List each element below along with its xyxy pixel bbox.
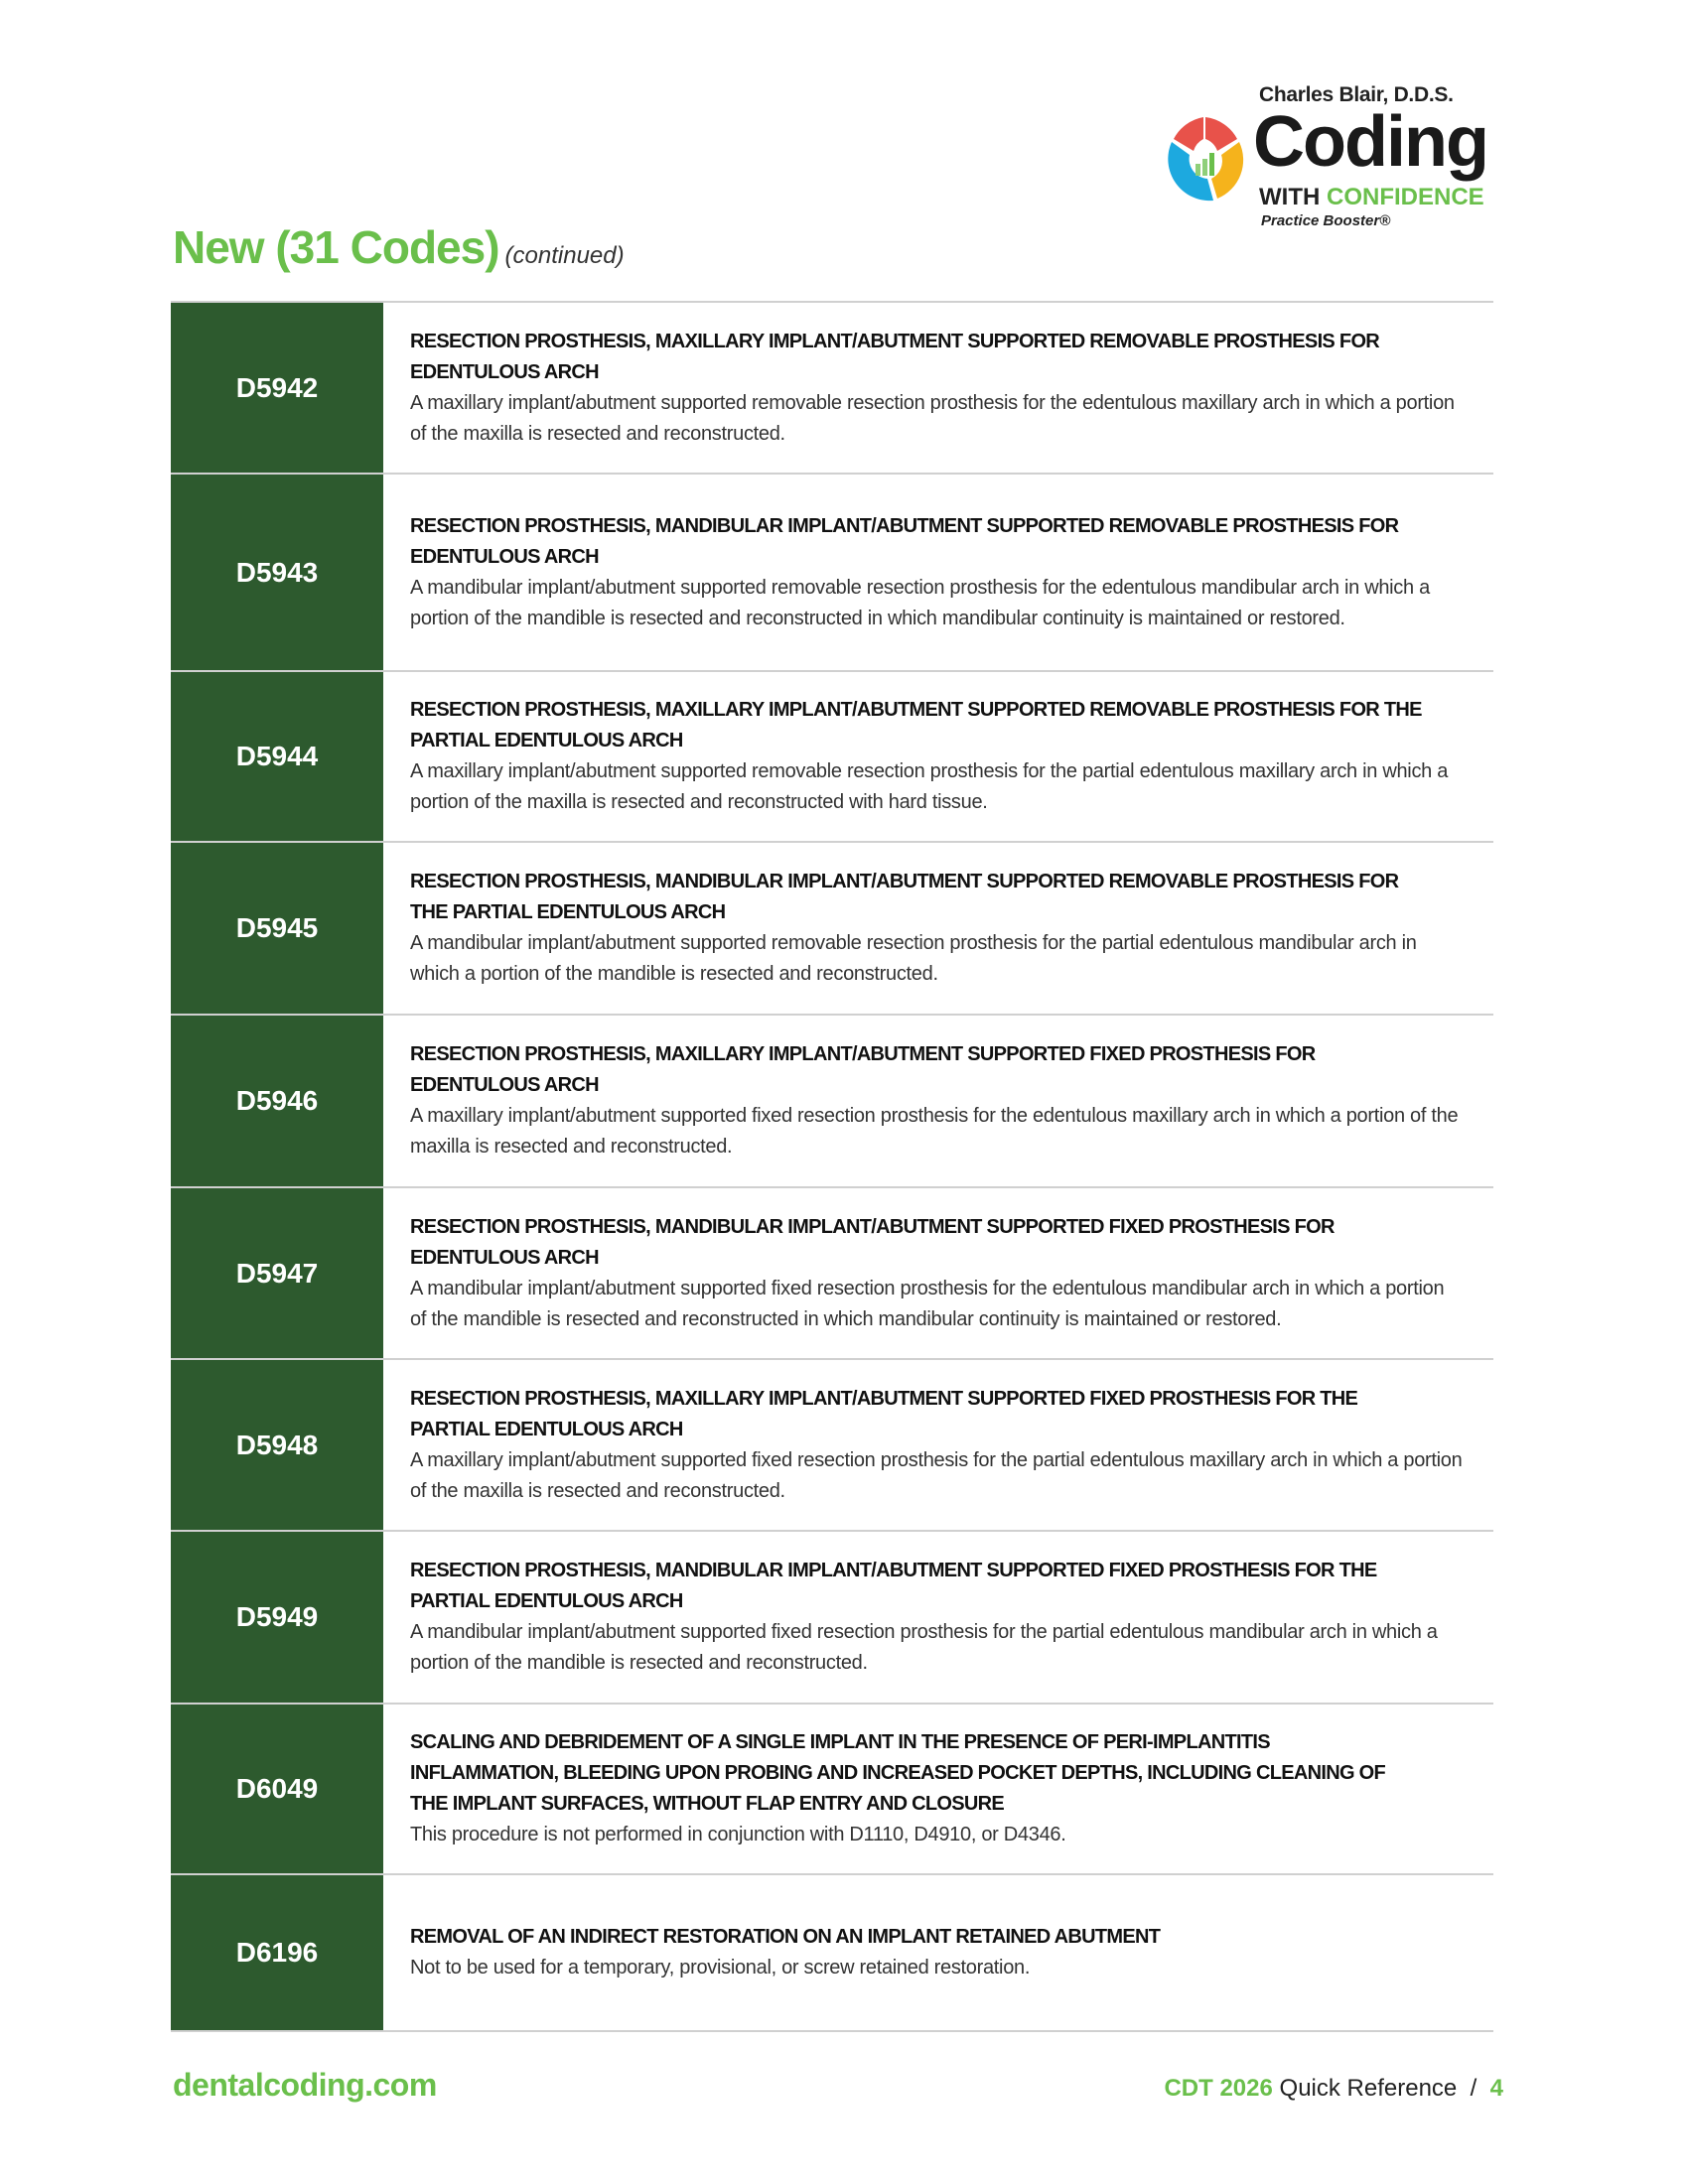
- code-description: This procedure is not performed in conjunction with D1110, D4910, or D4346.: [410, 1824, 1066, 1845]
- code-description: A mandibular implant/abutment supported removable resection prosthesis for the edentulous mandibular arch in which a portion of the mandible is resected and reconstructed in which mandibular continuity is maintained or restored.: [410, 576, 1430, 629]
- procedure-code: D5947: [171, 1188, 383, 1358]
- table-row: [171, 1705, 1493, 1875]
- coding-with-confidence-logo: [1142, 79, 1519, 238]
- logo-byline: Charles Blair, D.D.S.: [1259, 83, 1454, 106]
- code-title: RESECTION PROSTHESIS, MAXILLARY IMPLANT/ABUTMENT SUPPORTED FIXED PROSTHESIS FOR EDENTULOUS ARCH: [410, 1043, 1316, 1096]
- table-row: [171, 1360, 1493, 1532]
- code-description: A mandibular implant/abutment supported fixed resection prosthesis for the edentulous mandibular arch in which a portion of the mandible is resected and reconstructed in which mandibular continuity is maintained or restored.: [410, 1277, 1445, 1330]
- code-description: A maxillary implant/abutment supported fixed resection prosthesis for the edentulous maxillary arch in which a portion of the maxilla is resected and reconstructed.: [410, 1105, 1459, 1158]
- code-details: [383, 672, 1493, 841]
- table-row: [171, 475, 1493, 672]
- code-title: RESECTION PROSTHESIS, MANDIBULAR IMPLANT/ABUTMENT SUPPORTED FIXED PROSTHESIS FOR THE PARTIAL EDENTULOUS ARCH: [410, 1560, 1377, 1612]
- code-details: [383, 475, 1493, 670]
- code-title: SCALING AND DEBRIDEMENT OF A SINGLE IMPLANT IN THE PRESENCE OF PERI-IMPLANTITIS INFLAMMATION, BLEEDING UPON PROBING AND INCREASED POCKET DEPTHS, INCLUDING CLEANING OF THE IMPLANT SURFACES, WITHOUT FLAP ENTRY AND CLOSURE: [410, 1731, 1386, 1815]
- table-row: [171, 1875, 1493, 2032]
- code-details: [383, 1705, 1493, 1873]
- code-title: RESECTION PROSTHESIS, MANDIBULAR IMPLANT/ABUTMENT SUPPORTED REMOVABLE PROSTHESIS FOR EDENTULOUS ARCH: [410, 514, 1399, 568]
- procedure-code: D5942: [171, 303, 383, 473]
- code-details: [383, 1188, 1493, 1358]
- code-description: A maxillary implant/abutment supported fixed resection prosthesis for the partial edentulous maxillary arch in which a portion of the maxilla is resected and reconstructed.: [410, 1448, 1463, 1502]
- logo-name: Coding: [1253, 102, 1487, 182]
- page-number: 4: [1489, 2075, 1503, 2102]
- code-title: REMOVAL OF AN INDIRECT RESTORATION ON AN IMPLANT RETAINED ABUTMENT: [410, 1926, 1161, 1948]
- logo-emblem-icon: [1156, 109, 1255, 208]
- procedure-code: D5949: [171, 1532, 383, 1703]
- code-description: Not to be used for a temporary, provisional, or screw retained restoration.: [410, 1957, 1031, 1979]
- table-row: [171, 672, 1493, 843]
- logo-tagline: Practice Booster®: [1261, 212, 1391, 229]
- code-title: RESECTION PROSTHESIS, MANDIBULAR IMPLANT/ABUTMENT SUPPORTED FIXED PROSTHESIS FOR EDENTULOUS ARCH: [410, 1215, 1335, 1269]
- code-description: A maxillary implant/abutment supported removable resection prosthesis for the edentulous maxillary arch in which a portion of the maxilla is resected and reconstructed.: [410, 391, 1455, 445]
- code-description: A maxillary implant/abutment supported removable resection prosthesis for the partial edentulous maxillary arch in which a portion of the maxilla is resected and reconstructed with hard tissue.: [410, 760, 1449, 813]
- code-title: RESECTION PROSTHESIS, MAXILLARY IMPLANT/ABUTMENT SUPPORTED FIXED PROSTHESIS FOR THE PARTIAL EDENTULOUS ARCH: [410, 1387, 1358, 1440]
- code-details: [383, 1875, 1493, 2030]
- procedure-code: D5944: [171, 672, 383, 841]
- logo-with-confidence: WITH CONFIDENCE: [1259, 184, 1484, 210]
- procedure-code: D5946: [171, 1016, 383, 1186]
- code-details: [383, 843, 1493, 1014]
- page-title: New (31 Codes) (continued): [173, 221, 625, 273]
- code-details: [383, 1360, 1493, 1530]
- code-title: RESECTION PROSTHESIS, MAXILLARY IMPLANT/ABUTMENT SUPPORTED REMOVABLE PROSTHESIS FOR THE PARTIAL EDENTULOUS ARCH: [410, 699, 1422, 751]
- footer-publication: CDT 2026 Quick Reference / 4: [1164, 2075, 1503, 2102]
- code-title: RESECTION PROSTHESIS, MANDIBULAR IMPLANT/ABUTMENT SUPPORTED REMOVABLE PROSTHESIS FOR THE PARTIAL EDENTULOUS ARCH: [410, 871, 1399, 923]
- code-details: [383, 1016, 1493, 1186]
- code-details: [383, 303, 1493, 473]
- table-row: [171, 303, 1493, 475]
- table-row: [171, 1016, 1493, 1188]
- procedure-code: D5948: [171, 1360, 383, 1530]
- code-description: A mandibular implant/abutment supported fixed resection prosthesis for the partial edentulous mandibular arch in which a portion of the mandible is resected and reconstructed.: [410, 1621, 1438, 1674]
- footer-website[interactable]: dentalcoding.com: [173, 2067, 437, 2103]
- procedure-code: D5943: [171, 475, 383, 670]
- code-description: A mandibular implant/abutment supported removable resection prosthesis for the partial edentulous mandibular arch in which a portion of the mandible is resected and reconstructed.: [410, 932, 1417, 985]
- table-row: [171, 843, 1493, 1016]
- code-title: RESECTION PROSTHESIS, MAXILLARY IMPLANT/ABUTMENT SUPPORTED REMOVABLE PROSTHESIS FOR EDENTULOUS ARCH: [410, 330, 1380, 383]
- table-row: [171, 1188, 1493, 1360]
- page-subtitle: (continued): [504, 242, 625, 269]
- procedure-code: D6196: [171, 1875, 383, 2030]
- procedure-code: D5945: [171, 843, 383, 1014]
- procedure-code: D6049: [171, 1705, 383, 1873]
- code-details: [383, 1532, 1493, 1703]
- codes-table: [171, 301, 1493, 2032]
- table-row: [171, 1532, 1493, 1705]
